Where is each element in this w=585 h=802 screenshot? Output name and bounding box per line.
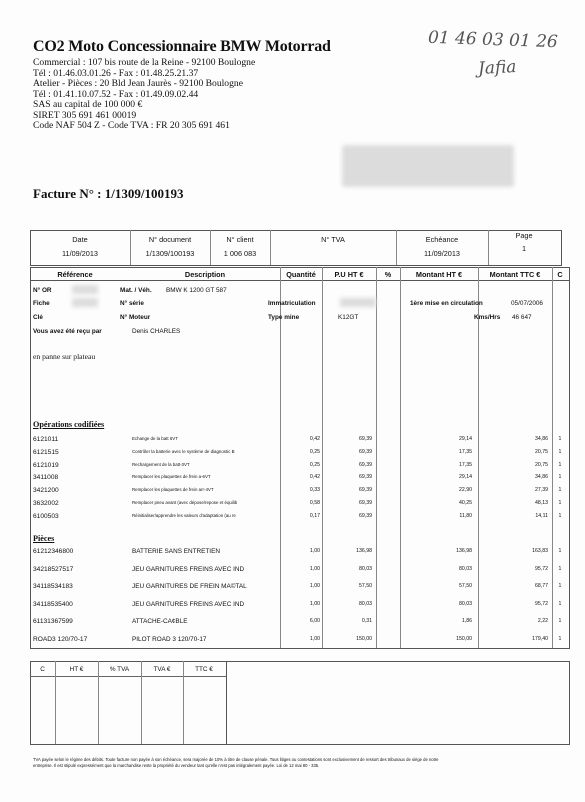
date-label: Date [72,235,88,244]
received-by-label: Vous avez été reçu par [33,328,102,335]
due-date-label: Echéance [425,235,459,244]
row-code: 1 [558,436,562,442]
company-address-line: SIRET 305 691 461 00019 [33,109,137,121]
row-amount-ht: 80,03 [459,600,472,607]
redacted-immatriculation [340,298,376,307]
first-registration-value: 05/07/2006 [511,300,543,307]
column-code: C [557,270,563,279]
row-quantity: 1,00 [309,636,320,642]
row-reference: 61212346800 [33,548,74,555]
row-reference: 6121515 [33,448,59,456]
row-description: ATTACHE-CÃ¢BLE [132,618,188,626]
row-description: JEU GARNITURES DE FREIN MÃ©TAL [132,583,247,591]
row-amount-ttc: 14,11 [535,512,548,519]
moteur-label: N° Moteur [120,314,151,321]
row-quantity: 0,25 [309,448,320,455]
totals-code-header: C [40,666,45,673]
totals-table [30,661,227,745]
row-code: 1 [558,487,562,494]
row-amount-ht: 11,80 [459,512,472,519]
redacted-fiche-number [72,298,98,307]
footer-legal-line: entreprise. Il est stipulé expressément que la marchandise reste la propriété du vendeur tant qu'elle n'est pas intégralement payée. Loi de 12 mai 80 - 335. [33,763,320,768]
row-code: 1 [558,448,562,455]
row-unit-price: 69,39 [359,436,372,442]
column-reference: Référence [57,270,93,279]
row-reference: 3411008 [33,474,59,482]
row-quantity: 0,58 [309,500,320,506]
kms-label: Kms/Hrs [474,314,501,321]
row-amount-ht: 29,14 [459,436,472,442]
row-amount-ttc: 179,40 [532,636,548,642]
company-address-line: SAS au capital de 100 000 € [33,99,143,110]
row-quantity: 1,00 [309,548,320,554]
row-amount-ht: 136,98 [456,548,472,554]
row-reference: 34118535400 [33,600,73,608]
row-quantity: 1,00 [309,583,320,590]
row-amount-ht: 150,00 [456,636,472,642]
row-code: 1 [558,512,562,519]
row-reference: 6100503 [33,512,59,520]
row-unit-price: 80,03 [359,565,372,572]
row-amount-ttc: 95,72 [535,565,548,572]
row-description: JEU GARNITURES FREINS AVEC IND [132,600,245,608]
company-name: CO2 Moto Concessionnaire BMW Motorrad [33,38,331,55]
row-unit-price: 0,31 [361,618,372,625]
redacted-or-number [72,285,98,294]
parts-section-title: Pièces [33,534,55,543]
client-number-value: 1 006 083 [223,249,257,258]
page-label: Page [515,231,533,240]
row-description: Réinitialiser/apprendre les valeurs d'adaptation (au re [132,512,236,518]
row-amount-ht: 22,90 [459,487,472,494]
row-code: 1 [558,500,562,506]
row-unit-price: 69,39 [359,500,372,506]
row-quantity: 0,42 [309,436,320,442]
fiche-label: Fiche [33,300,50,307]
row-amount-ht: 17,35 [459,461,472,468]
row-description: Contrôler la batterie avec le système de diagnostic B [132,448,235,454]
row-code: 1 [558,600,562,607]
row-code: 1 [558,461,562,468]
row-amount-ttc: 27,39 [535,487,548,494]
column-unit-price: P.U HT € [334,270,364,279]
or-label: N° OR [33,287,52,294]
invoice-title: Facture N° : 1/1309/100193 [33,186,184,201]
totals-tva-header: TVA € [153,666,171,673]
serie-label: N° série [120,300,144,307]
handwritten-name: Jafia [477,57,517,79]
row-code: 1 [558,583,562,590]
row-description: Remplacer les plaquettes de frein arr-4VT [132,487,214,493]
column-quantity: Quantité [286,270,316,279]
due-date-value: 11/09/2013 [424,249,460,258]
type-mine-label: Type mine [268,314,300,321]
operations-section-title: Opérations codifiées [33,420,105,429]
doc-number-value: 1/1309/100193 [145,249,195,258]
row-reference: 34218527517 [33,565,74,573]
row-reference: 3632002 [33,500,59,507]
lines-table [30,267,570,649]
row-amount-ht: 40,25 [459,500,472,506]
mat-value: BMW K 1200 GT 587 [166,287,227,294]
totals-summary-box [226,661,570,745]
row-amount-ht: 1,86 [461,618,472,625]
row-amount-ht: 29,14 [459,474,472,481]
row-unit-price: 150,00 [356,636,372,642]
row-unit-price: 69,39 [359,512,372,519]
company-address-line: Code NAF 504 Z - Code TVA : FR 20 305 691 461 [33,120,230,131]
row-code: 1 [558,618,562,625]
footer-legal-line: TVA payée selon le régime des débits. Toute facture non payée à son échéance, sera majorée de 10% à titre de clause pénale. Tous litiges ou contestations sont exclusivement de ressort des tribunaux de siège de notre [33,757,439,762]
row-quantity: 1,00 [309,565,320,572]
row-description: JEU GARNITURES FREINS AVEC IND [132,565,245,573]
row-amount-ht: 80,03 [459,565,472,572]
column-amount-ht: Montant HT € [415,270,463,279]
row-amount-ttc: 95,72 [535,600,548,607]
first-registration-label: 1ère mise en circulation [410,300,483,307]
row-unit-price: 69,39 [359,474,372,481]
row-reference: 6121019 [33,461,59,469]
client-number-label: N° client [226,235,254,244]
row-amount-ttc: 34,86 [535,474,548,481]
kms-value: 46 647 [512,314,532,321]
row-amount-ttc: 48,13 [535,500,548,506]
row-unit-price: 69,39 [359,487,372,494]
row-description: PILOT ROAD 3 120/70-17 [132,636,207,643]
immatriculation-label: Immatriculation [268,300,316,307]
row-amount-ttc: 34,86 [535,436,548,442]
row-code: 1 [558,636,562,642]
doc-number-label: N° document [148,235,192,244]
received-by-value: Denis CHARLES [132,328,181,335]
row-quantity: 0,25 [309,461,320,468]
row-amount-ht: 57,50 [459,583,472,590]
row-reference: 34118534183 [33,583,73,591]
row-unit-price: 69,39 [359,448,372,455]
row-code: 1 [558,565,562,572]
tva-number-label: N° TVA [321,235,345,244]
row-description: Remplacer les plaquettes de frein a-6VT [132,474,211,480]
page-value: 1 [521,244,527,253]
row-reference: 6121011 [33,436,59,443]
column-amount-ttc: Montant TTC € [489,270,541,279]
repair-note: en panne sur plateau [33,352,96,361]
company-address-line: Tél : 01.46.03.01.26 - Fax : 01.48.25.21.37 [33,67,199,79]
column-description: Description [184,270,226,279]
row-code: 1 [558,548,562,554]
handwritten-phone: 01 46 03 01 26 [427,27,559,53]
row-description: Remplacer pneu avant (avec dépose/repose et équilib [132,500,238,505]
row-unit-price: 80,03 [359,600,372,607]
company-address-line: Atelier - Pièces : 20 Bld Jean Jaurès - 92100 Boulogne [33,78,243,89]
row-amount-ttc: 68,77 [535,583,548,590]
row-unit-price: 57,50 [359,583,372,590]
type-mine-value: K12GT [338,314,359,321]
mat-label: Mat. / Véh. [120,287,152,294]
row-amount-ttc: 163,83 [532,548,548,554]
totals-ht-header: HT € [69,666,84,673]
company-address-line: Commercial : 107 bis route de la Reine - 92100 Boulogne [33,57,256,68]
company-address-line: Tél : 01.41.10.07.52 - Fax : 01.49.09.02.44 [33,88,199,100]
row-amount-ttc: 2,22 [537,618,548,625]
date-value: 11/09/2013 [62,249,98,258]
row-quantity: 1,00 [309,600,320,607]
row-quantity: 0,33 [309,487,320,494]
row-description: Rechargement de la batt-3VT [132,461,190,467]
cle-label: Clé [33,314,43,321]
row-reference: 3421200 [33,487,59,495]
totals-ttc-header: TTC € [195,666,213,673]
row-unit-price: 69,39 [359,461,372,468]
row-quantity: 0,17 [309,512,320,519]
totals-pct-tva-header: % TVA [109,666,130,673]
row-amount-ttc: 20,75 [535,461,548,468]
column-percent: % [384,270,392,279]
row-description: BATTERIE SANS ENTRETIEN [132,548,220,555]
row-amount-ttc: 20,75 [535,448,548,455]
row-code: 1 [558,474,562,481]
row-amount-ht: 17,35 [459,448,472,455]
redacted-client-address [342,145,514,187]
row-quantity: 0,42 [309,474,320,481]
row-quantity: 6,00 [309,618,320,625]
row-unit-price: 136,98 [356,548,372,554]
row-reference: ROAD3 120/70-17 [33,636,88,643]
row-description: Echange de la batt 6VT [132,436,178,441]
row-reference: 61131367599 [33,618,73,626]
